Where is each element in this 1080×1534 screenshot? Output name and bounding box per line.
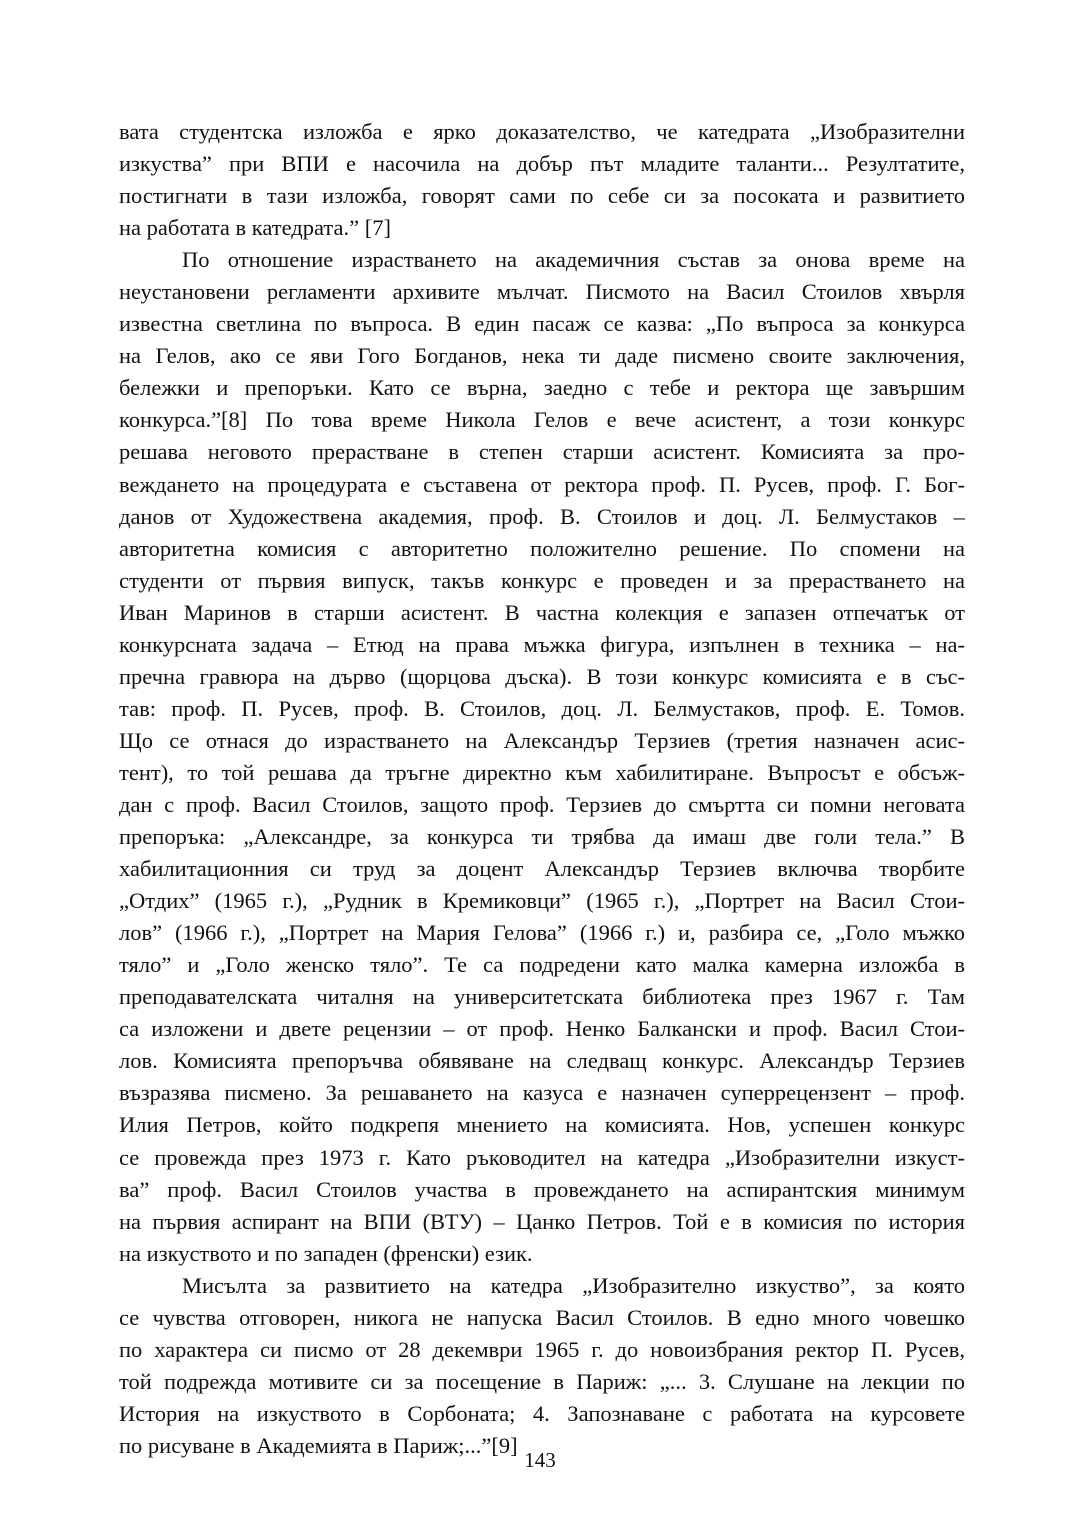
text-line: решава неговото прерастване в степен старши асистент. Комисията за про- <box>119 439 965 465</box>
text-line: изкуства” при ВПИ е насочила на добър път младите таланти... Резултатите, <box>119 151 965 177</box>
text-line: на работата в катедрата.” [7] <box>119 215 391 241</box>
text-line: препоръка: „Александре, за конкурса ти трябва да имаш две голи тела.” В <box>119 824 965 850</box>
paragraph-3 <box>119 1270 965 1462</box>
text-line: лов” (1966 г.), „Портрет на Мария Гелова” (1966 г.) и, разбира се, „Голо мъжко <box>119 920 965 946</box>
text-line: по рисуване в Академията в Париж;...”[9] <box>119 1432 518 1458</box>
text-line: веждането на процедурата е съставена от ректора проф. П. Русев, проф. Г. Бог- <box>119 471 965 497</box>
text-line: възразява писмено. За решаването на казуса е назначен суперрецензент – проф. <box>119 1080 965 1106</box>
text-line: на изкуството и по западен (френски) език. <box>119 1240 533 1266</box>
text-line: конкурса.”[8] По това време Никола Гелов е вече асистент, а този конкурс <box>119 407 965 433</box>
text-line: постигнати в тази изложба, говорят сами по себе си за посоката и развитието <box>119 183 965 209</box>
text-line: дан с проф. Васил Стоилов, защото проф. Терзиев до смъртта си помни неговата <box>119 791 965 817</box>
text-line: конкурсната задача – Етюд на права мъжка фигура, изпълнен в техника – на- <box>119 631 965 657</box>
text-line: бележки и препоръки. Като се върна, заедно с тебе и ректора ще завършим <box>119 375 965 401</box>
text-line: се чувства отговорен, никога не напуска Васил Стоилов. В едно много човешко <box>119 1304 965 1330</box>
text-line: По отношение израстването на академичния състав за онова време на <box>182 247 965 273</box>
paragraph-1 <box>119 116 965 244</box>
text-line: той подрежда мотивите си за посещение в Париж: „... 3. Слушане на лекции по <box>119 1368 965 1394</box>
text-line: студенти от първия випуск, такъв конкурс е проведен и за прерастването на <box>119 567 965 593</box>
text-line: авторитетна комисия с авторитетно положително решение. По спомени на <box>119 535 965 561</box>
text-line: „Отдих” (1965 г.), „Рудник в Кремиковци” (1965 г.), „Портрет на Васил Стои- <box>119 888 965 914</box>
text-line: са изложени и двете рецензии – от проф. Ненко Балкански и проф. Васил Стои- <box>119 1016 965 1042</box>
page-number: 143 <box>524 1448 556 1472</box>
text-line: Илия Петров, който подкрепя мнението на комисията. Нов, успешен конкурс <box>119 1112 965 1138</box>
text-line: хабилитационния си труд за доцент Александър Терзиев включва творбите <box>119 856 965 882</box>
text-line: ва” проф. Васил Стоилов участва в провеждането на аспирантския минимум <box>119 1176 965 1202</box>
paragraph-2 <box>119 244 965 1270</box>
body-text <box>119 116 965 1462</box>
text-line: лов. Комисията препоръчва обявяване на следващ конкурс. Александър Терзиев <box>119 1048 965 1074</box>
text-line: по характера си писмо от 28 декември 1965 г. до новоизбрания ректор П. Русев, <box>119 1336 965 1362</box>
text-line: се провежда през 1973 г. Като ръководител на катедра „Изобразителни изкуст- <box>119 1144 965 1170</box>
text-line: известна светлина по въпроса. В един пасаж се казва: „По въпроса за конкурса <box>119 311 965 337</box>
text-line: преподавателската читалня на университетската библиотека през 1967 г. Там <box>119 984 965 1010</box>
text-line: Що се отнася до израстването на Александър Терзиев (третия назначен асис- <box>119 727 965 753</box>
text-line: пречна гравюра на дърво (щорцова дъска). В този конкурс комисията е в със- <box>119 663 965 689</box>
text-line: Мисълта за развитието на катедра „Изобразително изкуство”, за която <box>182 1272 965 1298</box>
text-line: История на изкуството в Сорбоната; 4. Запознаване с работата на курсовете <box>119 1400 965 1426</box>
text-line: вата студентска изложба е ярко доказателство, че катедрата „Изобразителни <box>119 119 965 144</box>
text-line: тав: проф. П. Русев, проф. В. Стоилов, доц. Л. Белмустаков, проф. Е. Томов. <box>119 695 965 721</box>
text-line: неустановени регламенти архивите мълчат. Писмото на Васил Стоилов хвърля <box>119 279 965 305</box>
text-line: Иван Маринов в старши асистент. В частна колекция е запазен отпечатък от <box>119 599 965 625</box>
text-line: на Гелов, ако се яви Гого Богданов, нека ти даде писмено своите заключения, <box>119 343 965 369</box>
text-line: на първия аспирант на ВПИ (ВТУ) – Цанко Петров. Той е в комисия по история <box>119 1208 965 1234</box>
text-line: тент), то той решава да тръгне директно към хабилитиране. Въпросът е обсъж- <box>119 759 965 785</box>
text-line: тяло” и „Голо женско тяло”. Те са подредени като малка камерна изложба в <box>119 952 965 978</box>
text-line: данов от Художествена академия, проф. В. Стоилов и доц. Л. Белмустаков – <box>119 503 965 529</box>
